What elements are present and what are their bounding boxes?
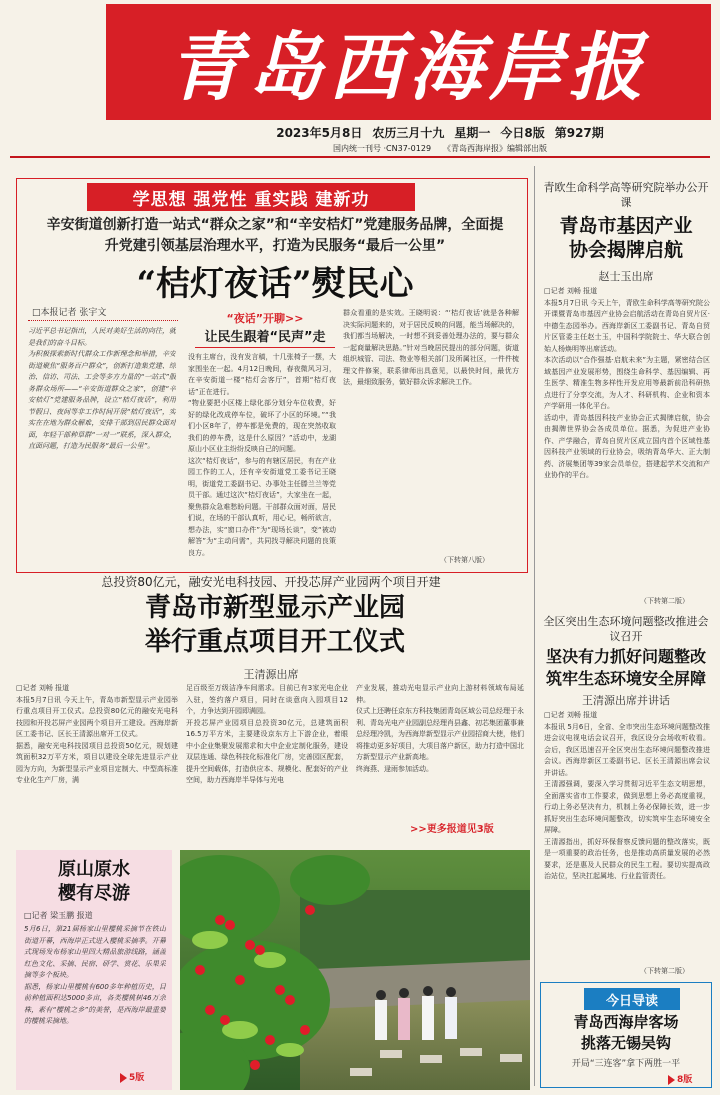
callout-top: “夜话”开聊>> — [226, 312, 304, 325]
column-rule — [534, 166, 535, 1086]
today-headline — [540, 1012, 712, 1054]
publisher: 《青岛西海岸报》编辑部出版 — [443, 144, 548, 153]
subline — [200, 143, 680, 154]
lead-col-2: 没有主席台，没有发言稿，十几张椅子一摆，大家围坐在一起。4月12日晚间，春夜微风习习，在辛安街道一楼“桔灯会客厅”，首期“桔灯夜话”正在进行。 “物业要把小区楼上绿化部分划分车位收费，好好的绿化改成停车位，破坏了小区的环境。”“我们小区8年了，停车都是免费的，现在突然收取我们的停车费，这是什么原因？”活动中，龙湖原山小区业主纷纷反映自己的问题。 这次“桔灯夜话”，参与的有辖区居民，有在产业园工作的工人，还有辛安街道党工委书记王晓明，街道党工委副书记、办事处主任滕兰兰等党员干部。通过这次“桔灯夜话”，大家坐在一起，聚焦群众急难愁盼问题。干部群众面对面，居民们说，在场的干部认真听，用心记，畅所欲言，想办法，实“窗口办件”为“现场长谈”，变“被动解答”为“主动问需”，共同找寻解决问题的良策良方。 — [188, 353, 336, 557]
lead-kicker: 学思想 强党性 重实践 建新功 — [87, 183, 415, 211]
today-headline-line-2: 挑落无锡吴钩 — [580, 1034, 671, 1052]
today-page-label: 8版 — [677, 1075, 693, 1085]
display-byline: 王清源出席 — [243, 668, 299, 681]
weekday: 星期一 — [454, 126, 491, 140]
today-badge: 今日导读 — [584, 988, 680, 1010]
lunar-date: 农历三月十九 — [372, 126, 445, 140]
display-subhead: 总投资80亿元，融安光电科技园、开投芯屏产业园两个项目开建 — [101, 575, 441, 589]
feature-headline-line-1: 原山原水 — [58, 859, 130, 880]
more-reports-label: 更多报道见3版 — [426, 824, 494, 835]
masthead-rule — [10, 156, 710, 158]
lead-divider — [28, 320, 178, 321]
today-page-link[interactable] — [668, 1072, 692, 1085]
display-headline-line-2: 举行重点项目开工仪式 — [144, 627, 405, 657]
right1-byline: 赵士玉出席 — [598, 270, 654, 283]
callout-main: 让民生跟着“民声”走 — [195, 326, 335, 348]
right1-headline-line-1: 青岛市基因产业 — [559, 215, 693, 237]
page-count: 今日8版 — [500, 126, 545, 140]
feature-headline — [16, 858, 172, 906]
lead-col-3: 群众看重的是实效。王晓明说：“‘桔灯夜话’就是各种解决实际问题来的，对于居民反映的问题，能当场解决的，我们都当场解决，一时想不到妥善处理办法的，要与群众一起商量解决思路。”针对当晚居民提出的部分问题，街道组织城管、司法、物业等相关部门及所属社区，一件件梳理文件修案，联系律师出具意见，以最快时间，最优方法，最细致服务，做好群众诉求解决工作。 — [343, 309, 519, 386]
right1-headline-line-2: 协会揭牌启航 — [568, 239, 683, 261]
right2-kicker: 全区突出生态环境问题整改推进会议召开 — [543, 615, 709, 643]
lead-subhead: 辛安街道创新打造一站式“群众之家”和“辛安桔灯”党建服务品牌，全面提升党建引领基层治理水平，打造为民服务“最后一公里” — [46, 217, 504, 254]
today-deck: 开局“三连客”拿下两胜一平 — [571, 1059, 681, 1069]
display-headline — [40, 591, 510, 659]
display-col-3: 产业发展，推动光电显示产业向上游材料领域布局延伸。 仪式上还聘任京东方科技集团青岛区域公司总经理于永利、青岛光电产业园副总经理肖县鑫、初芯集团董事兼总经理冷凯，为西海岸新型显示产业园招商大使，他们将推动更多好项目，大项目落户新区，助力打造中国北方新型显示产业新高地。 终海燕、逯雨参加活动。 — [356, 684, 524, 773]
cherry-photo — [180, 850, 530, 1090]
right1-headline — [540, 214, 712, 262]
right1-body: □记者 刘畅 报道 本报5月7日讯 今天上午，青欧生命科学高等研究院公开课暨青岛市基因产业协会启航活动在青岛自贸片区·中德生态园举办。西海岸新区工委副书记、青岛自贸片区管委主任赵士玉，中国科学院院士、华大联合创始人杨焕明等出席活动。 本次活动以“合作强基·启航未来”为主题，紧密结合区域基因产业发展形势，围绕生命科学、基因编辑、再生医学、精准生物多样性开发应用等最新前沿科研热点进行了分享交流，为人才、科研机构、企业和资本产学研用一体化平台。 活动中，青岛基因科技产业协会正式揭牌启航，协会由揭牌世界协会各成员单位。据悉，为促进产业协作、产学融合，青岛自贸片区成立国内首个区域性基因科技产业领域的行业协会，吸纳青岛华大、正大制药、济展集团等39家会员单位，搭建起学术交流和产业协作的平台。 — [544, 287, 710, 479]
lead-continued: （下转第八版） — [440, 556, 489, 564]
arrow-icon — [120, 1073, 127, 1083]
issue-date: 2023年5月8日 — [276, 126, 363, 140]
right1-continued: （下转第二版） — [640, 597, 689, 605]
lead-byline: □本报记者 张宇文 — [32, 308, 107, 318]
right2-continued: （下转第二版） — [640, 967, 689, 975]
display-col-2: 足百级至万级洁净车间需求。目前已有3家光电企业入驻，签约落户项目，同时在谈意向入园项目12个，力争达到开园即满园。 开投芯屏产业园项目总投资30亿元，总建筑面积16.5万平方米，主要建设京东方上下游企业，着眼中小企业集聚发展需求和大中企业定制化服务，建设双层连通、绿色科技化标准化厂房，完善园区配套，提升空间载体，打造供应本、规模化、配套好的产业空间，助力西海岸半导体与光电 — [186, 684, 348, 784]
publication-number: 国内统一刊号 ·CN37-0129 — [332, 144, 432, 153]
right2-byline: 王清源出席并讲话 — [582, 694, 670, 707]
right2-headline — [540, 646, 712, 690]
feature-page-link[interactable] — [120, 1070, 144, 1083]
right1-kicker: 青欧生命科学高等研究院举办公开课 — [543, 181, 709, 209]
feature-byline: □记者 梁玉鹏 报道 — [24, 911, 93, 920]
feature-page-label: 5版 — [129, 1073, 145, 1083]
right2-headline-line-2: 筑牢生态环境安全屏障 — [545, 669, 706, 688]
lead-intro: 习近平总书记指出，人民对美好生活的向往，就是我们的奋斗目标。 为积极探索新时代群众工作新理念和举措，辛安街道聚焦“服务百户群众”，创新打造集党建、综治、信访、司法、工会等多方力量的“一站式”服务群众场所——“辛安街道群众之家”，创建“辛安桔灯”党建服务品牌，设立“桔灯夜话”，利用节假日、夜间等非工作时间开展“桔灯夜话”，实实在在地为群众解难，安排干部到居民群众面对面，年轻干部种草群“一对一”联系，深入群众，直面问题，打造为民服务“最后一公里”。 — [28, 327, 176, 450]
arrow-icon — [668, 1075, 675, 1085]
right2-body: □记者 刘畅 报道 本报讯 5月6日，全省、全市突出生态环境问题整改推进会议电视电话会议召开，我区设分会场收听收看。会后，我区迅速召开全区突出生态环境问题整改推进会议。西海岸新区工委副书记、区长王清源出席会议并讲话。 王清源强调，要深入学习贯彻习近平生态文明思想，全面落实省市工作要求，做到思想上务必高度重视，行动上务必坚决有力，机制上务必保障长效，进一步抓好突出生态环境问题整改，切实筑牢生态环境安全屏障。 王清源指出，抓好环保督察反馈问题的整改落实，既是一项重要的政治任务，也是推动高质量发展的必然要求，还是惠及人民群众的民生工程。要切实提高政治站位，坚决扛起属地、行业监管责任。 — [544, 711, 710, 880]
issue-number: 第927期 — [554, 126, 604, 140]
masthead-title: 青岛西海岸报 — [168, 25, 649, 111]
dateline — [170, 124, 710, 141]
lead-headline: “桔灯夜话”熨民心 — [136, 264, 414, 304]
masthead — [106, 4, 711, 120]
display-col-1: □记者 刘畅 报道 本报5月7日讯 今天上午，青岛市新型显示产业园举行重点项目开工仪式。总投资80亿元的融安光电科技园和开投芯屏产业园两个项目开工建设。西海岸新区工委书记、区长王清源出席开工仪式。 据悉，融安光电科技园项目总投资50亿元，规划建筑面积32万平方米，项目以建设全球先进显示产业园为方向，为新型显示产业项目定制大、中型高标准专业化生产厂房，满 — [16, 684, 178, 784]
lead-callout — [195, 310, 335, 348]
today-headline-line-1: 青岛西海岸客场 — [573, 1013, 679, 1031]
right2-headline-line-1: 坚决有力抓好问题整改 — [545, 647, 706, 666]
display-headline-line-1: 青岛市新型显示产业园 — [144, 593, 405, 623]
feature-headline-line-2: 樱有尽游 — [58, 883, 130, 904]
more-reports-link[interactable]: >>更多报道见3版 — [410, 824, 494, 835]
cherry-photo-illustration — [180, 850, 530, 1090]
feature-body: 5月6日，第21届杨家山里樱桃采摘节在铁山街道开幕，西海岸正式进入樱桃采摘季。开幕式现场发布杨家山里四大精品旅游线路，涵盖红色文化、采摘、民宿、研学、赏花、乐果采摘等多个板块。 据悉，杨家山里樱桃有600多年种植历史，目前种植面积达5000多亩，各类樱桃树46万余株，素有“樱桃之乡”的美誉，是西海岸最重要的樱桃采摘地。 — [24, 925, 166, 1025]
